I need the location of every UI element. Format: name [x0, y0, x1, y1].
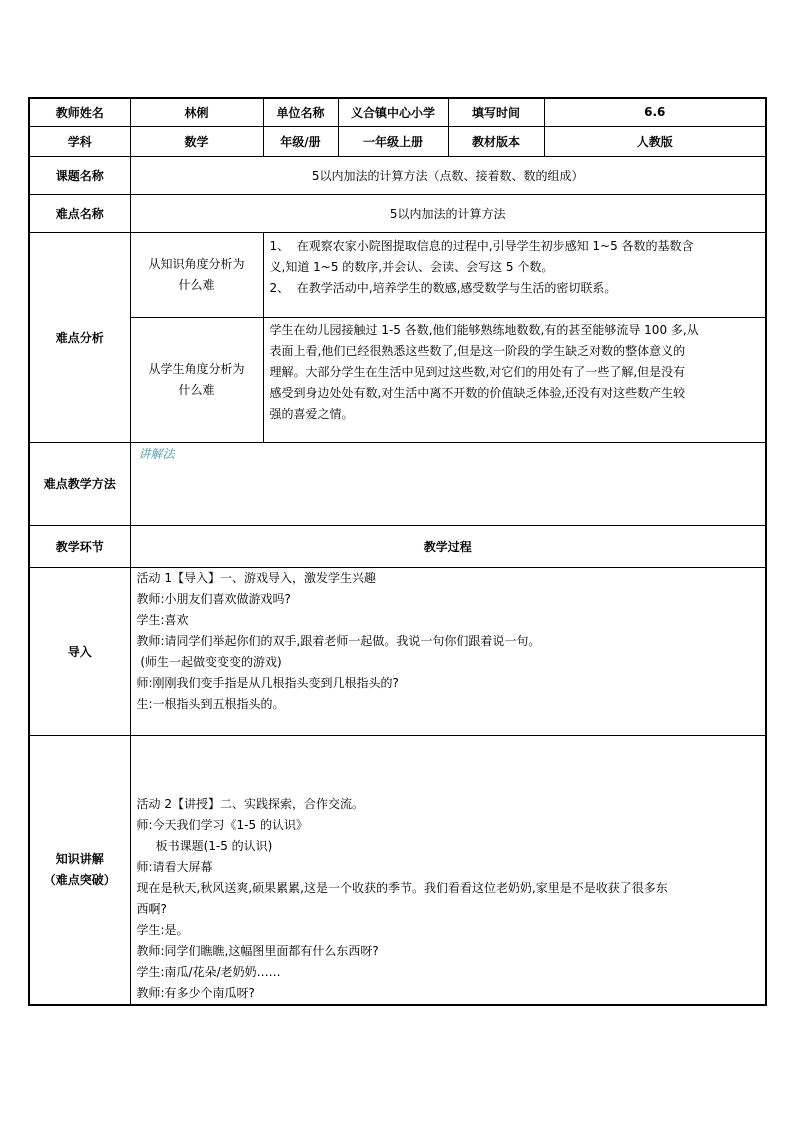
- knowledge-row: [29, 735, 766, 1005]
- difficulty-row: [29, 194, 766, 232]
- knowledge-angle-label: [130, 232, 263, 317]
- stage-header: 教学环节: [29, 525, 130, 567]
- student-line: 表面上看,他们已经很熟悉这些数了,但是这一阶段的学生缺乏对数的整体意义的: [269, 343, 686, 358]
- knowledge-step-line: 现在是秋天,秋风送爽,硕果累累,这是一个收获的季节。我们看看这位老奶奶,家里是不是收获了很多东: [136, 880, 668, 895]
- method-value: 讲解法: [138, 446, 175, 461]
- intro-row: [29, 567, 766, 735]
- lesson-plan-table: [28, 97, 767, 1006]
- grade-value: 一年级上册: [338, 126, 448, 156]
- knowledge-angle-label-line-2: 什么难: [178, 277, 215, 292]
- knowledge-line: 义,知道 1~5 的数序,并会认、会读、会写这 5 个数。: [269, 259, 554, 274]
- teacher-value: 林俐: [130, 98, 263, 126]
- process-header-row: [29, 525, 766, 567]
- subject-value: 数学: [130, 126, 263, 156]
- topic-value: 5以内加法的计算方法（点数、接着数、数的组成）: [130, 156, 766, 194]
- method-content: [130, 442, 766, 525]
- method-label: 难点教学方法: [29, 442, 130, 525]
- knowledge-step-line: 教师:同学们瞧瞧,这幅图里面都有什么东西呀?: [136, 943, 379, 958]
- process-header: 教学过程: [130, 525, 766, 567]
- unit-value: 义合镇中心小学: [338, 98, 448, 126]
- student-line: 学生在幼儿园接触过 1-5 各数,他们能够熟练地数数,有的甚至能够流导 100 多,从: [269, 322, 699, 337]
- analysis-label: 难点分析: [29, 232, 130, 442]
- difficulty-value: 5以内加法的计算方法: [130, 194, 766, 232]
- intro-line: 生:一根指头到五根指头的。: [136, 696, 285, 711]
- student-line: 感受到身边处处有数,对生活中离不开数的价值缺乏体验,还没有对这些数产生较: [269, 385, 686, 400]
- edition-label: 教材版本: [448, 126, 544, 156]
- knowledge-content: [130, 735, 766, 1005]
- teacher-label: 教师姓名: [29, 98, 130, 126]
- subject-label: 学科: [29, 126, 130, 156]
- intro-line: 学生:喜欢: [136, 612, 189, 627]
- grade-label: 年级/册: [263, 126, 338, 156]
- knowledge-angle-label-line-1: 从知识角度分析为: [148, 256, 245, 271]
- student-line: 理解。大部分学生在生活中见到过这些数,对它们的用处有了一些了解,但是没有: [269, 364, 686, 379]
- knowledge-step-line: 活动 2【讲授】二、实践探索，合作交流。: [136, 796, 364, 811]
- unit-label: 单位名称: [263, 98, 338, 126]
- intro-label: 导入: [29, 567, 130, 735]
- topic-label: 课题名称: [29, 156, 130, 194]
- knowledge-step-line: 师:今天我们学习《1-5 的认识》: [136, 817, 308, 832]
- date-value: 6.6: [544, 98, 766, 126]
- intro-content: [130, 567, 766, 735]
- knowledge-step-line: 师:请看大屏幕: [136, 859, 213, 874]
- intro-line: 教师:小朋友们喜欢做游戏吗?: [136, 591, 291, 606]
- header-row-2: [29, 126, 766, 156]
- student-angle-label-line-2: 什么难: [178, 382, 215, 397]
- knowledge-step-line: 西啊?: [136, 901, 167, 916]
- student-angle-content: [263, 317, 766, 442]
- knowledge-line: 2、 在教学活动中,培养学生的数感,感受数学与生活的密切联系。: [269, 280, 617, 295]
- edition-value: 人教版: [544, 126, 766, 156]
- intro-line: 教师:请同学们举起你们的双手,跟着老师一起做。我说一句你们跟着说一句。: [136, 633, 541, 648]
- knowledge-label-line-2: （难点突破）: [43, 872, 116, 887]
- date-label: 填写时间: [448, 98, 544, 126]
- intro-line: 活动 1【导入】一、游戏导入，激发学生兴趣: [136, 570, 376, 585]
- topic-row: [29, 156, 766, 194]
- analysis-student-row: [29, 317, 766, 442]
- knowledge-step-line: 学生:南瓜/花朵/老奶奶……: [136, 964, 281, 979]
- intro-line: 师:刚刚我们变手指是从几根指头变到几根指头的?: [136, 675, 399, 690]
- difficulty-label: 难点名称: [29, 194, 130, 232]
- knowledge-step-line: 板书课题(1-5 的认识): [136, 838, 273, 853]
- student-angle-label: [130, 317, 263, 442]
- student-angle-label-line-1: 从学生角度分析为: [148, 361, 245, 376]
- header-row-1: [29, 98, 766, 126]
- student-line: 强的喜爱之情。: [269, 406, 354, 421]
- method-row: [29, 442, 766, 525]
- intro-line: (师生一起做变变变的游戏): [136, 654, 282, 669]
- knowledge-section-label: [29, 735, 130, 1005]
- analysis-knowledge-row: [29, 232, 766, 317]
- knowledge-step-line: 学生:是。: [136, 922, 189, 937]
- knowledge-step-line: 教师:有多少个南瓜呀?: [136, 985, 255, 1000]
- knowledge-line: 1、 在观察农家小院图提取信息的过程中,引导学生初步感知 1~5 各数的基数含: [269, 238, 694, 253]
- knowledge-label-line-1: 知识讲解: [55, 851, 104, 866]
- knowledge-angle-content: [263, 232, 766, 317]
